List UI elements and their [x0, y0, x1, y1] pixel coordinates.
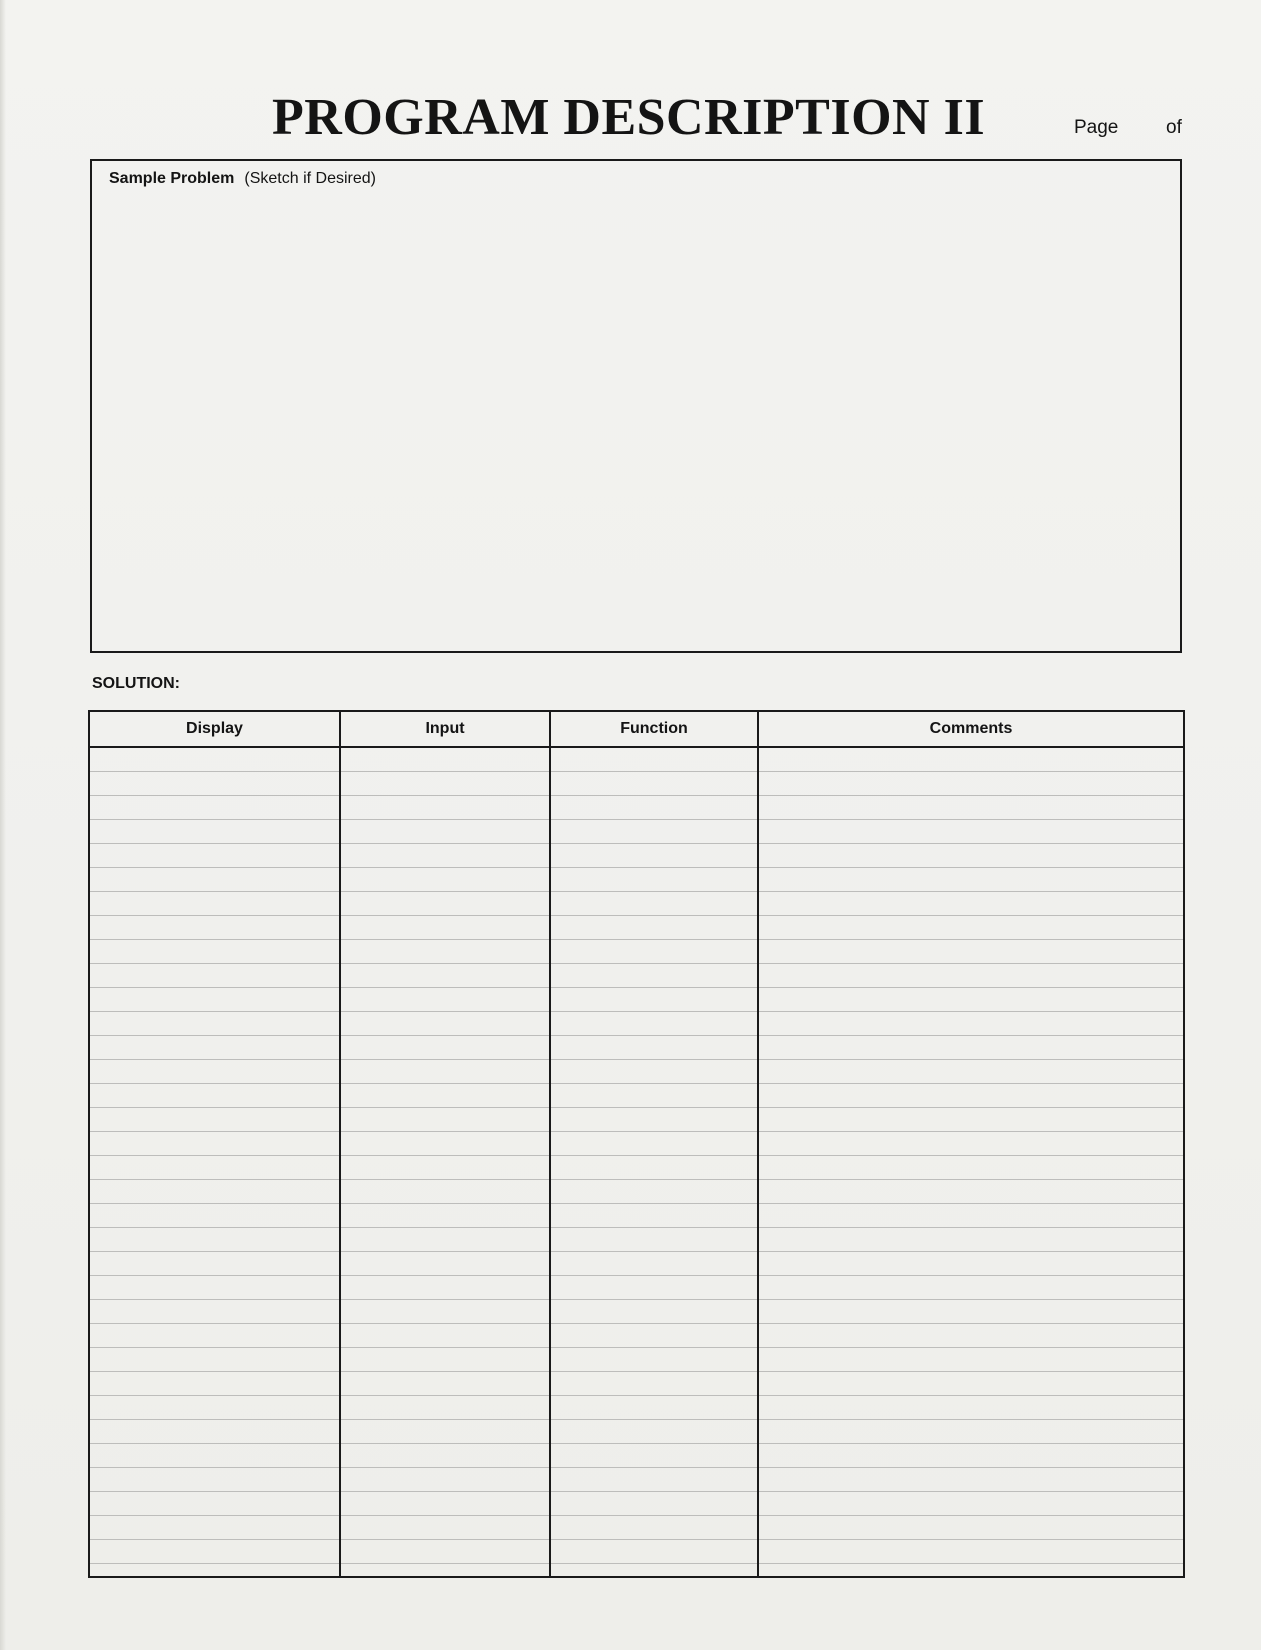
sample-problem-heading: [109, 169, 376, 189]
page-number-label: Page: [1074, 117, 1119, 138]
column-header-comments: Comments: [929, 720, 1013, 737]
sample-problem-title: Sample Problem: [109, 170, 235, 187]
column-header-display: Display: [186, 720, 243, 737]
solution-table: [88, 710, 1185, 1578]
page-total-label: of: [1166, 117, 1182, 138]
solution-table-header: [90, 712, 1183, 748]
column-divider-display-input: [339, 712, 341, 1576]
sample-problem-box[interactable]: [90, 159, 1182, 653]
form-title: PROGRAM DESCRIPTION II: [272, 89, 986, 146]
ruled-entry-lines[interactable]: [90, 748, 1183, 1576]
column-divider-input-function: [549, 712, 551, 1576]
paper-edge-shadow: [0, 0, 6, 1650]
solution-label: SOLUTION:: [92, 675, 180, 692]
column-divider-function-comments: [757, 712, 759, 1576]
column-header-input: Input: [425, 720, 465, 737]
column-header-function: Function: [620, 720, 688, 737]
sample-problem-note: (Sketch if Desired): [244, 170, 376, 187]
